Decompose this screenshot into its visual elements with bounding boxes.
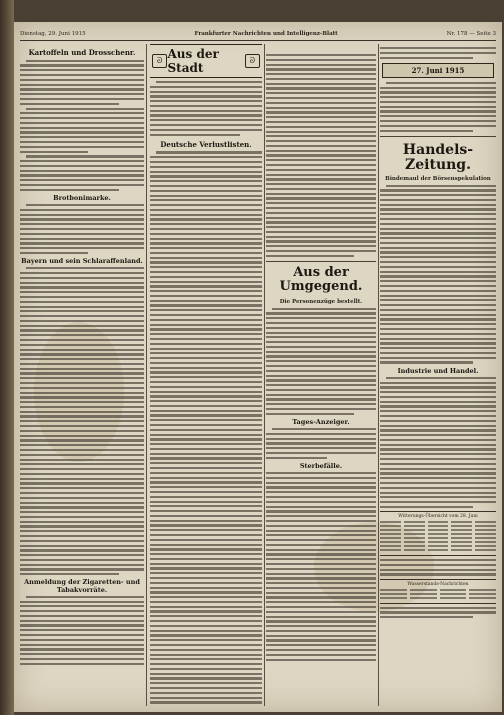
article-heading: Deutsche Verlustlisten. (160, 139, 252, 149)
water-level-table (380, 579, 496, 604)
header-date: Dienstag, 29. Juni 1915 (20, 31, 86, 37)
article-heading: Industrie und Handel. (397, 366, 479, 375)
section-subtitle: Bindemaul der Börsenspekulation (385, 175, 491, 182)
section-title: Handels-Zeitung. (402, 141, 474, 174)
article-body (380, 47, 496, 59)
article-body (266, 308, 376, 415)
article-heading: Brotbonimarke. (53, 193, 111, 202)
header-page-number: Nr. 178 — Seite 3 (446, 31, 496, 37)
ornament-icon: ᘐ (152, 54, 167, 68)
article-body (20, 596, 144, 665)
column-rule (146, 44, 147, 706)
article-body (380, 377, 496, 508)
section-title: Aus der Stadt (167, 47, 219, 75)
header-masthead: Frankfurter Nachrichten und Intelligenz-Blatt (194, 31, 338, 37)
column-4 (380, 44, 496, 706)
article-heading: Sterbefälle. (299, 461, 343, 470)
page-binding-edge (0, 0, 14, 715)
article-heading: Anmeldung der Zigaretten- und Tabakvorräte. (24, 578, 140, 594)
section-banner (150, 44, 262, 78)
section-divider (380, 136, 496, 137)
page-header (20, 28, 496, 41)
article-body (380, 559, 496, 576)
article-heading: Bayern und sein Schlaraffenland. (21, 257, 143, 266)
section-title: Aus der Umgegend. (279, 265, 363, 295)
article-body (380, 607, 496, 619)
article-body (150, 81, 262, 136)
column-rule (264, 44, 265, 706)
article-body (266, 428, 376, 459)
article-body (150, 151, 262, 706)
section-subtitle: Die Personenzüge bestellt. (279, 298, 363, 305)
date-box: 27. Juni 1915 (382, 63, 494, 78)
column-1 (20, 44, 144, 706)
article-body (20, 204, 144, 254)
ornament-icon: ᘐ (245, 54, 260, 68)
table-title: Witterungs-Übersicht vom 28. Juni (398, 514, 478, 520)
article-body (380, 185, 496, 364)
article-body (20, 60, 144, 191)
weather-table (380, 511, 496, 556)
column-rule (378, 44, 379, 706)
article-body (266, 54, 376, 257)
section-divider (266, 261, 376, 262)
scan-top-border (14, 0, 504, 22)
article-body (266, 472, 376, 661)
table-title: Wasserstands-Nachrichten (407, 581, 469, 587)
column-3 (266, 44, 376, 706)
article-heading: Kartoffeln und Drosschenr. (28, 48, 136, 57)
article-body (20, 267, 144, 575)
column-2 (150, 44, 262, 706)
article-heading: Tages-Anzeiger. (292, 417, 350, 426)
newspaper-page (14, 22, 502, 712)
article-body (380, 82, 496, 132)
